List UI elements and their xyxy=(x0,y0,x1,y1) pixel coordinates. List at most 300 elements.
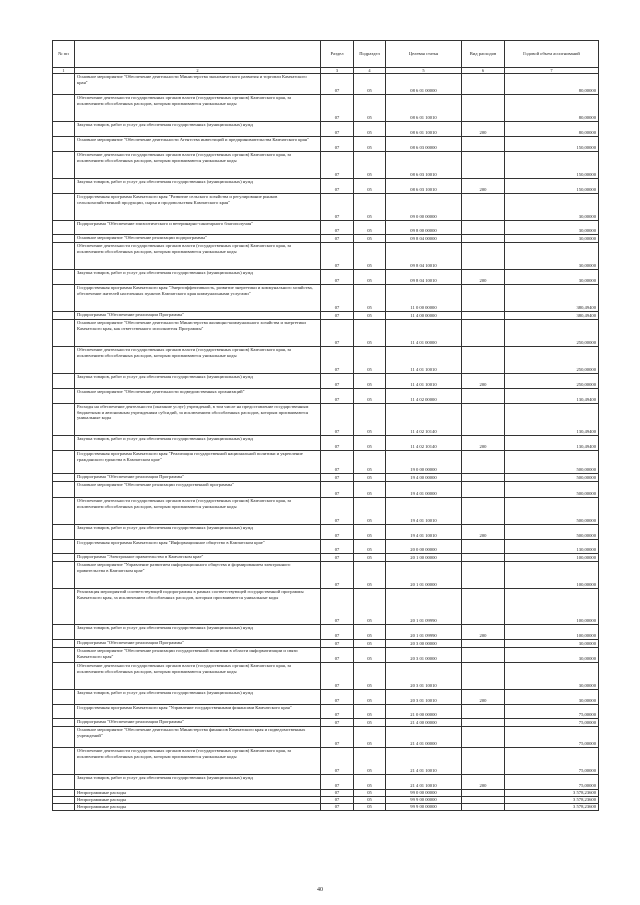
cell-razdel: 07 xyxy=(321,625,354,640)
cell-num xyxy=(53,690,75,705)
cell-podrazdel: 05 xyxy=(354,690,386,705)
cell-vr xyxy=(462,540,505,554)
cell-name: Подпрограмма "Обеспечение эпизоотического и ветеринарно-санитарного благополучия" xyxy=(75,221,321,235)
cell-razdel: 07 xyxy=(321,74,354,95)
cell-csr: 21 4 01 10010 xyxy=(386,748,462,775)
cell-name: Обеспечение деятельности государственных органов власти (государственных органов) Камчатского края, за исключением обособленных расходов, которым присваиваются уникальные коды xyxy=(75,152,321,179)
cell-podrazdel: 05 xyxy=(354,554,386,562)
table-row xyxy=(53,719,599,727)
cell-csr: 11 4 02 00000 xyxy=(386,389,462,404)
cell-csr: 09 8 00 00000 xyxy=(386,221,462,235)
cell-vr xyxy=(462,648,505,663)
cell-csr: 09 8 04 10010 xyxy=(386,243,462,270)
cell-csr: 20 1 00 00000 xyxy=(386,554,462,562)
cell-num xyxy=(53,95,75,122)
table-row xyxy=(53,95,599,122)
column-index: 4 xyxy=(354,68,386,74)
cell-sum: 30,00000 xyxy=(505,648,599,663)
table-row xyxy=(53,589,599,625)
cell-razdel: 07 xyxy=(321,690,354,705)
table-header-row xyxy=(53,41,599,68)
cell-podrazdel: 05 xyxy=(354,137,386,152)
cell-vr xyxy=(462,663,505,690)
cell-sum: 30,00000 xyxy=(505,270,599,285)
cell-num xyxy=(53,137,75,152)
cell-csr: 21 4 01 00000 xyxy=(386,727,462,748)
cell-name: Обеспечение деятельности государственных органов власти (государственных органов) Камчатского края, за исключением обособленных расходов, которым присваиваются уникальные коды xyxy=(75,663,321,690)
cell-sum: 3 578,23600 xyxy=(505,790,599,797)
cell-razdel: 07 xyxy=(321,194,354,221)
cell-name: Обеспечение деятельности государственных органов власти (государственных органов) Камчатского края, за исключением обособленных расходов, которым присваиваются уникальные коды xyxy=(75,748,321,775)
cell-name: Закупка товаров, работ и услуг для обеспечения государственных (муниципальных) нужд xyxy=(75,270,321,285)
cell-razdel: 07 xyxy=(321,663,354,690)
cell-csr: 99 9 00 00000 xyxy=(386,797,462,804)
cell-podrazdel: 05 xyxy=(354,727,386,748)
cell-name: Закупка товаров, работ и услуг для обеспечения государственных (муниципальных) нужд xyxy=(75,775,321,790)
table-row xyxy=(53,727,599,748)
table-row xyxy=(53,312,599,320)
cell-razdel: 07 xyxy=(321,498,354,525)
cell-num xyxy=(53,179,75,194)
cell-sum: 500,00000 xyxy=(505,482,599,498)
cell-num xyxy=(53,243,75,270)
cell-razdel: 07 xyxy=(321,404,354,436)
cell-razdel: 07 xyxy=(321,797,354,804)
cell-num xyxy=(53,221,75,235)
cell-razdel: 07 xyxy=(321,640,354,648)
cell-razdel: 07 xyxy=(321,554,354,562)
cell-vr xyxy=(462,554,505,562)
cell-name: Государственная программа Камчатского края "Управление государственными финансами Камчатского края" xyxy=(75,705,321,719)
cell-num xyxy=(53,285,75,312)
cell-podrazdel: 05 xyxy=(354,152,386,179)
cell-csr: 11 4 00 00000 xyxy=(386,312,462,320)
cell-csr: 11 4 02 10140 xyxy=(386,436,462,451)
cell-sum: 100,00000 xyxy=(505,589,599,625)
cell-num xyxy=(53,790,75,797)
cell-sum: 500,00000 xyxy=(505,451,599,474)
column-index: 5 xyxy=(386,68,462,74)
cell-name: Государственная программа Камчатского края "Энергоэффективность, развитие энергетики и коммунального хозяйства, обеспечение жителей населенных пунктов Камчатского края коммунальными услугами" xyxy=(75,285,321,312)
cell-sum: 30,00000 xyxy=(505,235,599,243)
cell-name: Закупка товаров, работ и услуг для обеспечения государственных (муниципальных) нужд xyxy=(75,625,321,640)
cell-num xyxy=(53,705,75,719)
table-row xyxy=(53,74,599,95)
cell-podrazdel: 05 xyxy=(354,312,386,320)
cell-csr: 20 0 00 00000 xyxy=(386,540,462,554)
table-row xyxy=(53,404,599,436)
cell-name: Расходы на обеспечение деятельности (оказание услуг) учреждений, в том числе на предоставление государственным бюджетным и автономным учреждениям субсидий, за исключением обособленных расходов, которым присваиваются уникальные коды xyxy=(75,404,321,436)
cell-name: Закупка товаров, работ и услуг для обеспечения государственных (муниципальных) нужд xyxy=(75,690,321,705)
cell-name: Основное мероприятие "Обеспечение реализации государственной программы" xyxy=(75,482,321,498)
table-body xyxy=(53,74,599,811)
cell-num xyxy=(53,625,75,640)
cell-num xyxy=(53,74,75,95)
cell-name: Закупка товаров, работ и услуг для обеспечения государственных (муниципальных) нужд xyxy=(75,525,321,540)
cell-num xyxy=(53,347,75,374)
cell-razdel: 07 xyxy=(321,312,354,320)
cell-name: Подпрограмма "Обеспечение реализации Программы" xyxy=(75,719,321,727)
table-row xyxy=(53,663,599,690)
cell-razdel: 07 xyxy=(321,525,354,540)
cell-podrazdel: 05 xyxy=(354,389,386,404)
cell-podrazdel: 05 xyxy=(354,243,386,270)
cell-num xyxy=(53,648,75,663)
cell-razdel: 07 xyxy=(321,589,354,625)
cell-num xyxy=(53,152,75,179)
cell-csr: 08 6 01 10010 xyxy=(386,95,462,122)
cell-vr xyxy=(462,347,505,374)
cell-vr xyxy=(462,474,505,482)
cell-name: Закупка товаров, работ и услуг для обеспечения государственных (муниципальных) нужд xyxy=(75,122,321,137)
table-row xyxy=(53,498,599,525)
header-sum: Годовой объем ассигнований xyxy=(505,41,599,68)
cell-sum: 3 578,23600 xyxy=(505,804,599,811)
cell-num xyxy=(53,727,75,748)
cell-name: Закупка товаров, работ и услуг для обеспечения государственных (муниципальных) нужд xyxy=(75,436,321,451)
cell-name: Подпрограмма "Обеспечение реализации Программы" xyxy=(75,474,321,482)
table-row xyxy=(53,194,599,221)
cell-sum: 75,00000 xyxy=(505,748,599,775)
table-row xyxy=(53,690,599,705)
column-index: 3 xyxy=(321,68,354,74)
cell-podrazdel: 05 xyxy=(354,540,386,554)
cell-csr: 21 4 00 00000 xyxy=(386,719,462,727)
cell-sum: 80,00000 xyxy=(505,95,599,122)
column-index: 6 xyxy=(462,68,505,74)
cell-csr: 09 8 04 10010 xyxy=(386,270,462,285)
cell-vr xyxy=(462,498,505,525)
cell-vr: 200 xyxy=(462,374,505,389)
cell-vr xyxy=(462,74,505,95)
cell-vr xyxy=(462,790,505,797)
table-row xyxy=(53,797,599,804)
cell-podrazdel: 05 xyxy=(354,320,386,347)
cell-csr: 99 9 00 00000 xyxy=(386,804,462,811)
cell-csr: 08 6 03 10010 xyxy=(386,152,462,179)
cell-sum: 30,00000 xyxy=(505,690,599,705)
cell-name: Подпрограмма "Электронное правительство в Камчатском крае" xyxy=(75,554,321,562)
cell-num xyxy=(53,235,75,243)
cell-razdel: 07 xyxy=(321,152,354,179)
cell-csr: 21 4 01 10010 xyxy=(386,775,462,790)
cell-name: Подпрограмма "Обеспечение реализации Программы" xyxy=(75,640,321,648)
cell-vr xyxy=(462,797,505,804)
cell-razdel: 07 xyxy=(321,436,354,451)
cell-vr: 200 xyxy=(462,122,505,137)
cell-sum: 250,00000 xyxy=(505,374,599,389)
cell-vr: 200 xyxy=(462,270,505,285)
header-name xyxy=(75,41,321,68)
table-row xyxy=(53,137,599,152)
cell-sum: 100,00000 xyxy=(505,562,599,589)
cell-sum: 130,49400 xyxy=(505,436,599,451)
cell-razdel: 07 xyxy=(321,374,354,389)
cell-name: Основное мероприятие "Обеспечение деятельности Министерства жилищно-коммунального хозяйства и энергетики Камчатского края, как ответственного исполнителя Программы" xyxy=(75,320,321,347)
cell-num xyxy=(53,451,75,474)
cell-sum: 150,00000 xyxy=(505,152,599,179)
cell-name: Непрограммные расходы xyxy=(75,790,321,797)
cell-vr: 200 xyxy=(462,625,505,640)
cell-csr: 09 8 04 00000 xyxy=(386,235,462,243)
cell-csr: 11 4 01 10010 xyxy=(386,374,462,389)
cell-podrazdel: 05 xyxy=(354,705,386,719)
cell-vr xyxy=(462,312,505,320)
cell-razdel: 07 xyxy=(321,122,354,137)
cell-podrazdel: 05 xyxy=(354,589,386,625)
cell-razdel: 07 xyxy=(321,705,354,719)
cell-podrazdel: 05 xyxy=(354,748,386,775)
table-row xyxy=(53,525,599,540)
cell-vr xyxy=(462,285,505,312)
cell-vr xyxy=(462,727,505,748)
table-row xyxy=(53,804,599,811)
header-vr: Вид расходов xyxy=(462,41,505,68)
cell-vr xyxy=(462,705,505,719)
cell-vr xyxy=(462,404,505,436)
cell-razdel: 07 xyxy=(321,320,354,347)
cell-razdel: 07 xyxy=(321,235,354,243)
cell-num xyxy=(53,540,75,554)
table-row xyxy=(53,748,599,775)
cell-name: Обеспечение деятельности государственных органов власти (государственных органов) Камчатского края, за исключением обособленных расходов, которым присваиваются уникальные коды xyxy=(75,498,321,525)
cell-num xyxy=(53,312,75,320)
cell-podrazdel: 05 xyxy=(354,179,386,194)
cell-podrazdel: 05 xyxy=(354,797,386,804)
budget-table xyxy=(52,40,599,811)
cell-vr xyxy=(462,640,505,648)
cell-num xyxy=(53,404,75,436)
cell-razdel: 07 xyxy=(321,221,354,235)
header-podrazdel: Подраздел xyxy=(354,41,386,68)
cell-csr: 20 1 01 00000 xyxy=(386,562,462,589)
cell-name: Непрограммные расходы xyxy=(75,797,321,804)
cell-num xyxy=(53,719,75,727)
cell-csr: 19 4 01 00000 xyxy=(386,482,462,498)
table-row xyxy=(53,152,599,179)
table-row xyxy=(53,790,599,797)
table-row xyxy=(53,285,599,312)
column-index: 7 xyxy=(505,68,599,74)
cell-name: Закупка товаров, работ и услуг для обеспечения государственных (муниципальных) нужд xyxy=(75,374,321,389)
cell-name: Основное мероприятие "Обеспечение деятельности Министерства экономического развития и торговли Камчатского края" xyxy=(75,74,321,95)
cell-podrazdel: 05 xyxy=(354,663,386,690)
cell-podrazdel: 05 xyxy=(354,562,386,589)
cell-sum: 30,00000 xyxy=(505,640,599,648)
table-row xyxy=(53,775,599,790)
cell-num xyxy=(53,589,75,625)
cell-name: Обеспечение деятельности государственных органов власти (государственных органов) Камчатского края, за исключением обособленных расходов, которым присваиваются уникальные коды xyxy=(75,347,321,374)
table-row xyxy=(53,122,599,137)
cell-vr xyxy=(462,152,505,179)
cell-razdel: 07 xyxy=(321,648,354,663)
cell-csr: 11 4 01 00000 xyxy=(386,320,462,347)
table-row xyxy=(53,347,599,374)
cell-vr xyxy=(462,748,505,775)
table-row xyxy=(53,562,599,589)
cell-podrazdel: 05 xyxy=(354,194,386,221)
cell-vr: 200 xyxy=(462,690,505,705)
cell-vr xyxy=(462,589,505,625)
cell-podrazdel: 05 xyxy=(354,719,386,727)
cell-razdel: 07 xyxy=(321,474,354,482)
cell-csr: 09 0 00 00000 xyxy=(386,194,462,221)
cell-num xyxy=(53,122,75,137)
cell-num xyxy=(53,748,75,775)
cell-vr xyxy=(462,194,505,221)
cell-podrazdel: 05 xyxy=(354,790,386,797)
cell-name: Государственная программа Камчатского края "Развитие сельского хозяйства и регулирование рынков сельскохозяйственной продукции, сырья и продовольствия Камчатского края" xyxy=(75,194,321,221)
cell-razdel: 07 xyxy=(321,540,354,554)
table-row xyxy=(53,243,599,270)
table-row xyxy=(53,436,599,451)
cell-num xyxy=(53,804,75,811)
cell-podrazdel: 05 xyxy=(354,285,386,312)
cell-vr xyxy=(462,137,505,152)
cell-razdel: 07 xyxy=(321,179,354,194)
cell-vr xyxy=(462,389,505,404)
cell-razdel: 07 xyxy=(321,137,354,152)
cell-num xyxy=(53,775,75,790)
cell-csr: 08 6 01 10010 xyxy=(386,122,462,137)
cell-csr: 08 6 03 10010 xyxy=(386,179,462,194)
cell-csr: 20 3 01 00000 xyxy=(386,648,462,663)
cell-podrazdel: 05 xyxy=(354,221,386,235)
cell-sum: 250,00000 xyxy=(505,320,599,347)
cell-razdel: 07 xyxy=(321,775,354,790)
cell-podrazdel: 05 xyxy=(354,235,386,243)
cell-vr xyxy=(462,719,505,727)
cell-sum: 75,00000 xyxy=(505,705,599,719)
cell-podrazdel: 05 xyxy=(354,648,386,663)
cell-podrazdel: 05 xyxy=(354,374,386,389)
cell-sum: 380,49400 xyxy=(505,312,599,320)
cell-sum: 30,00000 xyxy=(505,663,599,690)
budget-table-sheet xyxy=(52,40,598,811)
cell-csr: 20 3 01 10010 xyxy=(386,663,462,690)
cell-sum: 75,00000 xyxy=(505,727,599,748)
cell-num xyxy=(53,562,75,589)
cell-num xyxy=(53,525,75,540)
table-row xyxy=(53,640,599,648)
cell-razdel: 07 xyxy=(321,727,354,748)
cell-podrazdel: 05 xyxy=(354,74,386,95)
cell-vr: 200 xyxy=(462,775,505,790)
cell-podrazdel: 05 xyxy=(354,498,386,525)
cell-csr: 08 6 03 00000 xyxy=(386,137,462,152)
cell-vr xyxy=(462,562,505,589)
page-number: 40 xyxy=(317,887,323,893)
cell-num xyxy=(53,498,75,525)
cell-razdel: 07 xyxy=(321,562,354,589)
column-index: 1 xyxy=(53,68,75,74)
cell-name: Непрограммные расходы xyxy=(75,804,321,811)
cell-podrazdel: 05 xyxy=(354,474,386,482)
cell-name: Подпрограмма "Обеспечение реализации Программы" xyxy=(75,312,321,320)
cell-razdel: 07 xyxy=(321,270,354,285)
cell-num xyxy=(53,554,75,562)
cell-sum: 380,49400 xyxy=(505,285,599,312)
cell-name: Основное мероприятие "Обеспечение реализации государственной политики в области информатизации и связи Камчатского края" xyxy=(75,648,321,663)
cell-razdel: 07 xyxy=(321,243,354,270)
cell-podrazdel: 05 xyxy=(354,804,386,811)
cell-sum: 100,00000 xyxy=(505,625,599,640)
cell-name: Реализация мероприятий соответствующей подпрограммы в рамках соответствующей государственной программы Камчатского края, за исключением обособленных расходов, которым присваиваются уникальные коды xyxy=(75,589,321,625)
cell-sum: 75,00000 xyxy=(505,719,599,727)
cell-name: Обеспечение деятельности государственных органов власти (государственных органов) Камчатского края, за исключением обособленных расходов, которым присваиваются уникальные коды xyxy=(75,95,321,122)
cell-name: Основное мероприятие "Обеспечение деятельности Агентства инвестиций и предпринимательства Камчатского края" xyxy=(75,137,321,152)
table-row xyxy=(53,474,599,482)
cell-vr xyxy=(462,95,505,122)
cell-sum: 500,00000 xyxy=(505,525,599,540)
cell-vr xyxy=(462,804,505,811)
cell-name: Закупка товаров, работ и услуг для обеспечения государственных (муниципальных) нужд xyxy=(75,179,321,194)
cell-csr: 20 3 00 00000 xyxy=(386,640,462,648)
table-row xyxy=(53,389,599,404)
cell-name: Основное мероприятие "Управление развитием информационного общества и формированием электронного правительства в Камчатском крае" xyxy=(75,562,321,589)
cell-razdel: 07 xyxy=(321,451,354,474)
cell-vr: 200 xyxy=(462,179,505,194)
cell-csr: 20 3 01 10010 xyxy=(386,690,462,705)
header-razdel: Раздел xyxy=(321,41,354,68)
cell-vr xyxy=(462,320,505,347)
cell-sum: 30,00000 xyxy=(505,194,599,221)
cell-podrazdel: 05 xyxy=(354,775,386,790)
cell-name: Основное мероприятие "Обеспечение реализации подпрограммы" xyxy=(75,235,321,243)
cell-csr: 21 0 00 00000 xyxy=(386,705,462,719)
cell-vr xyxy=(462,235,505,243)
cell-csr: 11 4 01 10010 xyxy=(386,347,462,374)
cell-num xyxy=(53,194,75,221)
cell-csr: 99 0 00 00000 xyxy=(386,790,462,797)
cell-name: Обеспечение деятельности государственных органов власти (государственных органов) Камчатского края, за исключением обособленных расходов, которым присваиваются уникальные коды xyxy=(75,243,321,270)
cell-csr: 19 0 00 00000 xyxy=(386,451,462,474)
cell-sum: 30,00000 xyxy=(505,243,599,270)
cell-podrazdel: 05 xyxy=(354,451,386,474)
cell-csr: 08 6 01 00000 xyxy=(386,74,462,95)
cell-razdel: 07 xyxy=(321,95,354,122)
cell-num xyxy=(53,474,75,482)
header-csr: Целевая статья xyxy=(386,41,462,68)
cell-podrazdel: 05 xyxy=(354,270,386,285)
cell-vr: 200 xyxy=(462,525,505,540)
table-row xyxy=(53,374,599,389)
cell-num xyxy=(53,482,75,498)
cell-sum: 250,00000 xyxy=(505,347,599,374)
table-row xyxy=(53,554,599,562)
table-row xyxy=(53,270,599,285)
cell-razdel: 07 xyxy=(321,719,354,727)
cell-sum: 130,49400 xyxy=(505,389,599,404)
cell-num xyxy=(53,663,75,690)
cell-csr: 19 4 00 00000 xyxy=(386,474,462,482)
cell-razdel: 07 xyxy=(321,748,354,775)
cell-podrazdel: 05 xyxy=(354,347,386,374)
table-row xyxy=(53,540,599,554)
cell-sum: 500,00000 xyxy=(505,474,599,482)
cell-razdel: 07 xyxy=(321,389,354,404)
cell-num xyxy=(53,320,75,347)
cell-razdel: 07 xyxy=(321,790,354,797)
cell-vr xyxy=(462,482,505,498)
cell-sum: 150,00000 xyxy=(505,179,599,194)
column-index: 2 xyxy=(75,68,321,74)
table-row xyxy=(53,625,599,640)
cell-sum: 80,00000 xyxy=(505,122,599,137)
cell-sum: 130,49400 xyxy=(505,404,599,436)
cell-csr: 11 0 00 00000 xyxy=(386,285,462,312)
cell-num xyxy=(53,640,75,648)
